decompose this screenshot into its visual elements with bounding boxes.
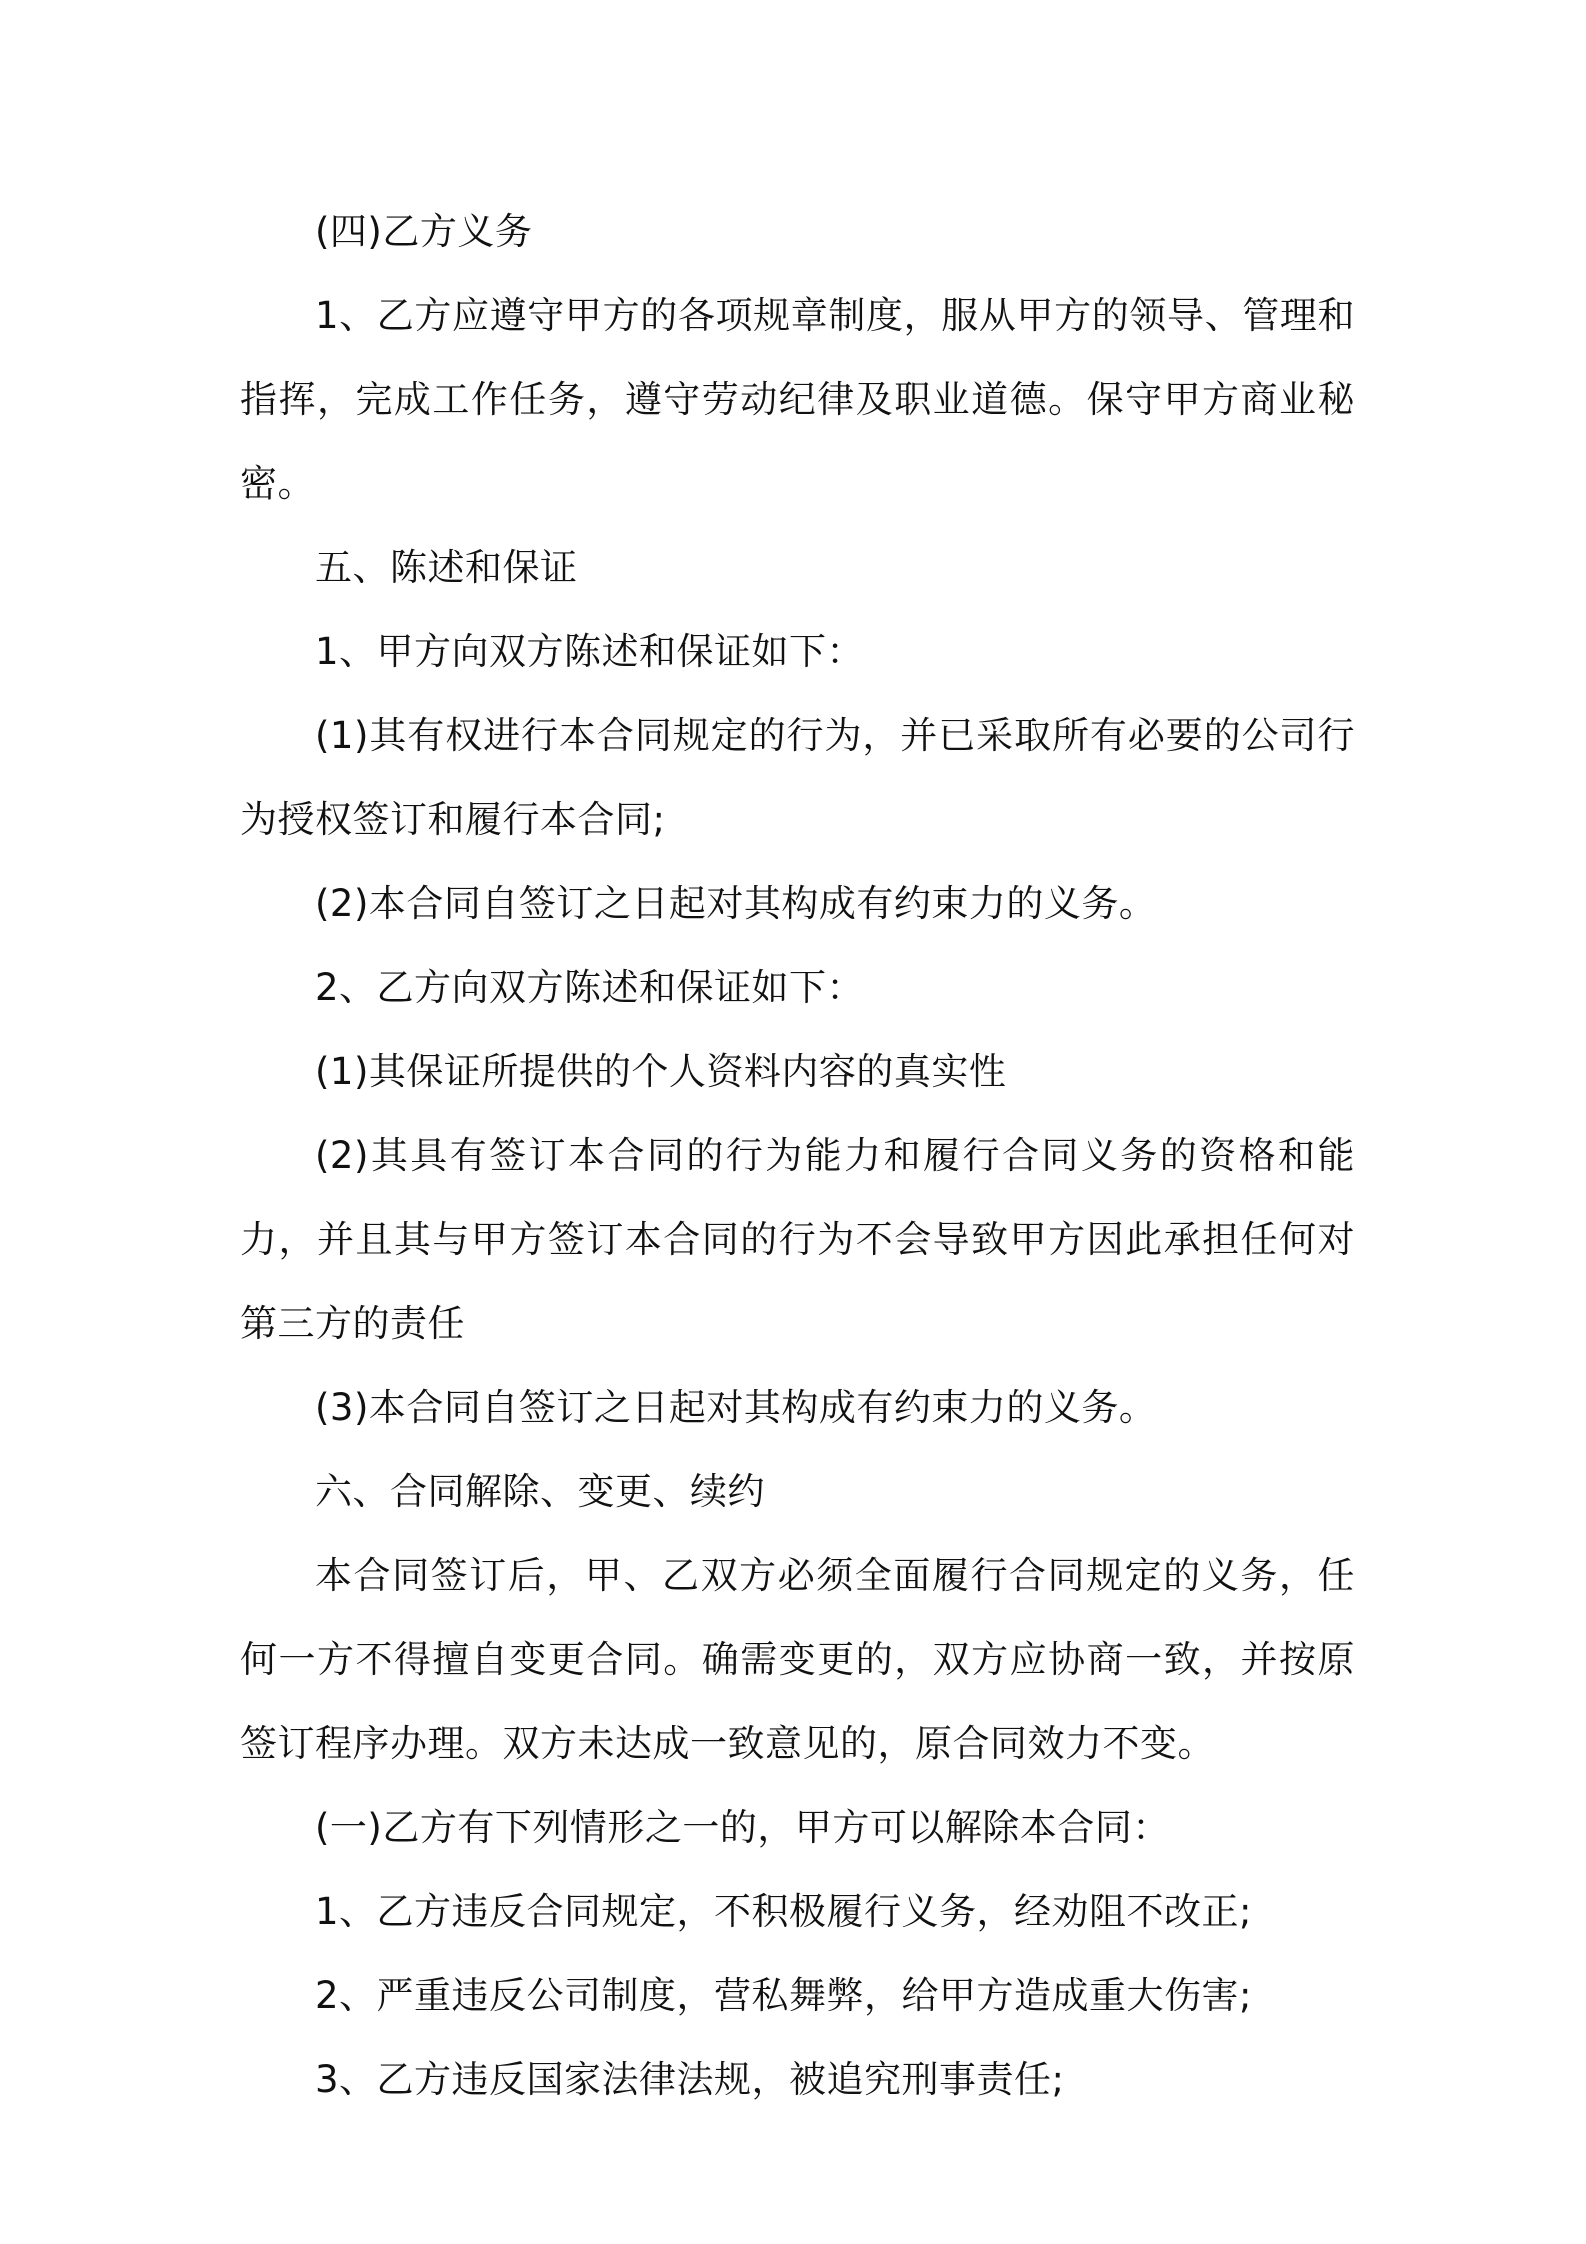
clause-party-b-rep-2: (2)其具有签订本合同的行为能力和履行合同义务的资格和能力，并且其与甲方签订本合同的行为不会导致甲方因此承担任何对第三方的责任 <box>240 1134 1355 1345</box>
section-heading-party-b-obligations: (四)乙方义务 <box>315 210 533 253</box>
clause-party-b-compliance: 1、乙方应遵守甲方的各项规章制度，服从甲方的领导、管理和指挥，完成工作任务，遵守劳动纪律及职业道德。保守甲方商业秘密。 <box>240 294 1355 505</box>
clause-party-a-rep-1: (1)其有权进行本合同规定的行为，并已采取所有必要的公司行为授权签订和履行本合同; <box>240 714 1355 841</box>
clause-party-b-rep-1: (1)其保证所提供的个人资料内容的真实性 <box>315 1050 1007 1093</box>
clause-termination-2: 2、严重违反公司制度，营私舞弊，给甲方造成重大伤害; <box>315 1974 1253 2017</box>
document-page <box>240 190 1355 2122</box>
section-heading-representations: 五、陈述和保证 <box>315 546 578 589</box>
clause-party-b-rep-3: (3)本合同自签订之日起对其构成有约束力的义务。 <box>315 1386 1157 1429</box>
clause-party-b-representations: 2、乙方向双方陈述和保证如下： <box>315 966 865 1009</box>
clause-termination-1: 1、乙方违反合同规定，不积极履行义务，经劝阻不改正; <box>315 1890 1253 1933</box>
clause-termination-conditions: (一)乙方有下列情形之一的，甲方可以解除本合同： <box>315 1806 1170 1849</box>
clause-party-a-rep-2: (2)本合同自签订之日起对其构成有约束力的义务。 <box>315 882 1157 925</box>
clause-party-a-representations: 1、甲方向双方陈述和保证如下： <box>315 630 865 673</box>
clause-termination-3: 3、乙方违反国家法律法规，被追究刑事责任; <box>315 2058 1065 2101</box>
clause-contract-changes: 本合同签订后，甲、乙双方必须全面履行合同规定的义务，任何一方不得擅自变更合同。确需变更的，双方应协商一致，并按原签订程序办理。双方未达成一致意见的，原合同效力不变。 <box>240 1554 1355 1765</box>
section-heading-termination: 六、合同解除、变更、续约 <box>315 1470 765 1513</box>
